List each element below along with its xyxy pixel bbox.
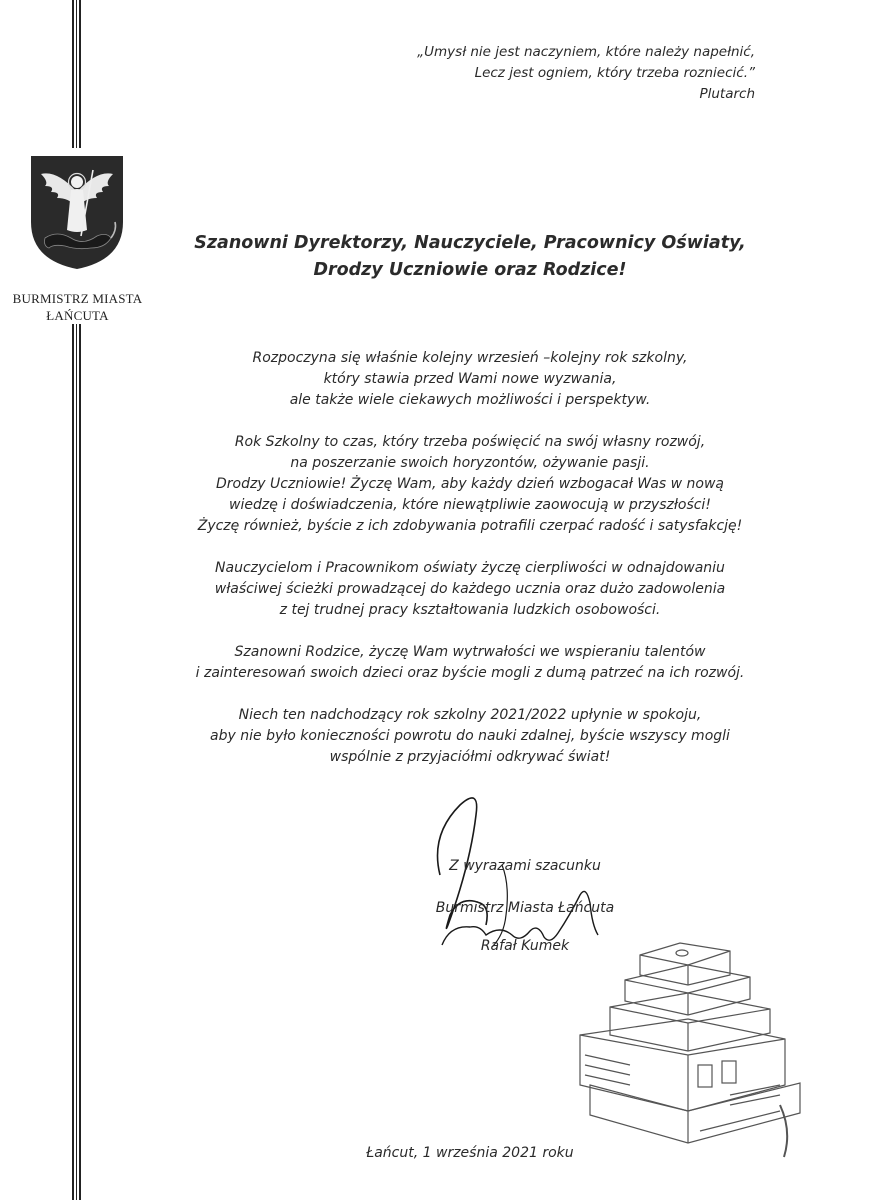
paragraph-line: Życzę również, byście z ich zdobywania potrafili czerpać radość i satysfakcję! bbox=[197, 518, 743, 534]
stack-of-books-illustration bbox=[570, 935, 820, 1165]
letter-body bbox=[160, 348, 780, 789]
paragraph-line: właściwej ścieżki prowadzącej do każdego ucznia oraz dużo zadowolenia bbox=[214, 581, 726, 597]
paragraph-line: Nauczycielom i Pracownikom oświaty życzę cierpliwości w odnajdowaniu bbox=[215, 560, 725, 576]
paragraph-line: który stawia przed Wami nowe wyzwania, bbox=[323, 371, 617, 387]
office-title-line2: ŁAŃCUTA bbox=[46, 308, 109, 323]
closing-title: Burmistrz Miasta Łańcuta bbox=[435, 900, 615, 916]
salutation-line1: Szanowni Dyrektorzy, Nauczyciele, Pracownicy Oświaty, bbox=[194, 233, 746, 253]
vertical-rule-bottom bbox=[72, 324, 81, 1200]
paragraph-line: wspólnie z przyjaciółmi odkrywać świat! bbox=[329, 749, 611, 765]
vertical-rule-top bbox=[72, 0, 81, 148]
paragraph-line: i zainteresowań swoich dzieci oraz byście mogli z dumą patrzeć na ich rozwój. bbox=[195, 665, 745, 681]
closing-regards: Z wyrazami szacunku bbox=[449, 858, 601, 874]
paragraph-line: Szanowni Rodzice, życzę Wam wytrwałości we wspieraniu talentów bbox=[234, 644, 706, 660]
quote-line1: „Umysł nie jest naczyniem, które należy napełnić, bbox=[417, 44, 755, 60]
office-title bbox=[0, 290, 155, 324]
closing-name: Rafał Kumek bbox=[480, 938, 570, 954]
paragraph-3 bbox=[160, 558, 780, 621]
salutation bbox=[150, 230, 790, 284]
office-title-line1: BURMISTRZ MIASTA bbox=[12, 291, 143, 306]
date-place: Łańcut, 1 września 2021 roku bbox=[366, 1145, 574, 1161]
paragraph-line: Drodzy Uczniowie! Życzę Wam, aby każdy dzień wzbogacał Was w nową bbox=[215, 476, 725, 492]
paragraph-line: na poszerzanie swoich horyzontów, ożywanie pasji. bbox=[290, 455, 650, 471]
paragraph-5 bbox=[160, 705, 780, 768]
quote-author: Plutarch bbox=[699, 86, 755, 102]
epigraph-quote bbox=[417, 42, 755, 105]
paragraph-4 bbox=[160, 642, 780, 684]
paragraph-line: aby nie było konieczności powrotu do nauki zdalnej, byście wszyscy mogli bbox=[210, 728, 730, 744]
paragraph-line: ale także wiele ciekawych możliwości i perspektyw. bbox=[289, 392, 651, 408]
paragraph-line: Rok Szkolny to czas, który trzeba poświęcić na swój własny rozwój, bbox=[234, 434, 706, 450]
paragraph-line: wiedzę i doświadczenia, które niewątpliwie zaowocują w przyszłości! bbox=[229, 497, 711, 513]
salutation-line2: Drodzy Uczniowie oraz Rodzice! bbox=[313, 260, 627, 280]
paragraph-line: z tej trudnej pracy kształtowania ludzkich osobowości. bbox=[279, 602, 661, 618]
paragraph-2 bbox=[160, 432, 780, 537]
paragraph-1 bbox=[160, 348, 780, 411]
paragraph-line: Niech ten nadchodzący rok szkolny 2021/2022 upłynie w spokoju, bbox=[238, 707, 702, 723]
quote-line2: Lecz jest ogniem, który trzeba rozniecić.” bbox=[474, 65, 755, 81]
town-crest-icon bbox=[27, 152, 127, 272]
paragraph-line: Rozpoczyna się właśnie kolejny wrzesień –kolejny rok szkolny, bbox=[252, 350, 688, 366]
